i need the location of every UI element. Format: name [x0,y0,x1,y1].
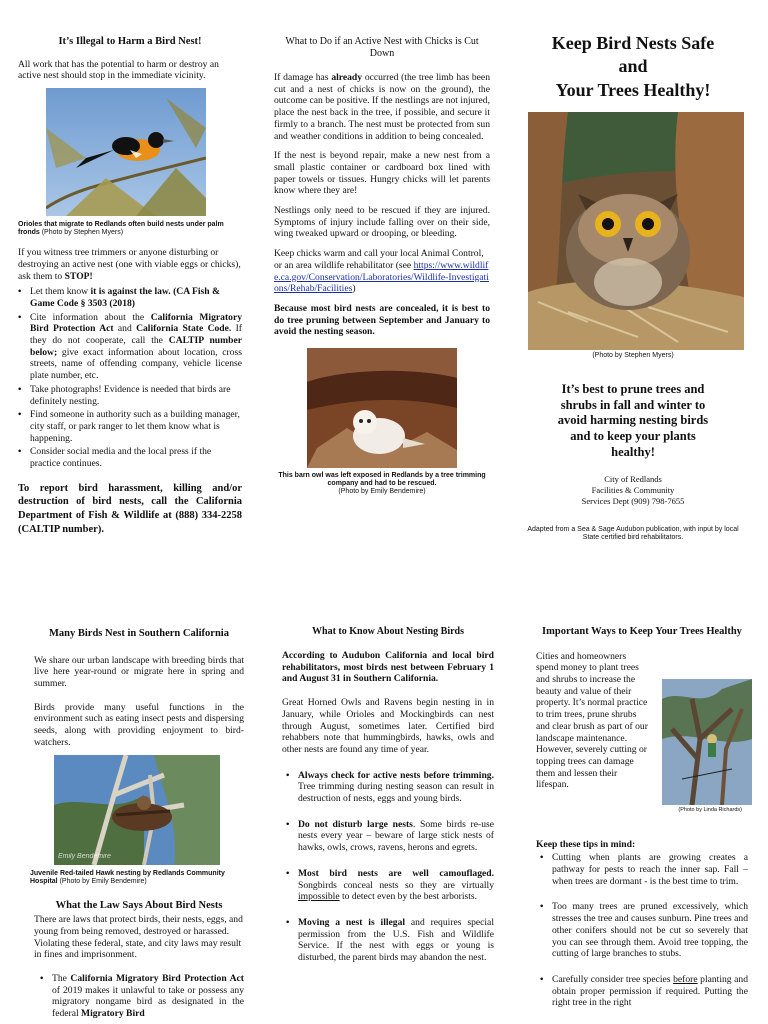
panel-heading: Many Birds Nest in Southern California [49,628,229,639]
caption-bold: This barn owl was left exposed in Redlands by a tree trimming company and had to be rescued. [278,472,486,488]
list-item: • Cutting when plants are growing creates a pathway for pests to reach the inner sap. Fall – when trees are dormant - is the best time to trim. [540,852,748,887]
witness-body: If you witness tree trimmers or anyone disturbing or destroying an active nest (one with viable eggs or chicks), ask them to [18,247,241,282]
witness-text [18,247,242,282]
title-line: and [618,56,648,77]
intro-text: All work that has the potential to harm or destroy an active nest should stop in the immediate vicinity. [18,58,219,82]
list-item: • Take photographs! Evidence is needed that birds are definitely nesting. [18,384,242,407]
witness-actions-list [18,286,242,470]
rehab-facilities-link[interactable]: https://www.wildlife.ca.gov/Conservation/Laboratories/Wildlife-Investigations/Rehab/Facilities [274,259,489,295]
paragraph: Birds provide many useful functions in the environment such as eating insect pests and dispersing seeds, along with providing enjoyment to bird-watchers. [34,701,244,748]
oriole-illustration [46,88,206,216]
panel-heading: It’s Illegal to Harm a Bird Nest! [58,36,202,47]
law-paragraph: There are laws that protect birds, their nests, eggs, and young from being removed, destroyed or harassed. Violating these federal, state, and city laws may result in fines and imprisonment. [34,914,243,961]
oriole-photo [46,88,206,216]
paragraph: We share our urban landscape with breeding birds that live here year-round or migrate here in spring and summer. [34,654,244,689]
trimmer-photo-credit: (Photo by Linda Richards) [678,806,742,813]
list-item: • The California Migratory Bird Protection Act of 2019 makes it unlawful to take or possess any migratory nongame bird as designated in the federal Migratory Bird [40,973,244,1020]
list-item: • Moving a nest is illegal and requires special permission from the U.S. Fish and Wildlife Service. If the nest with eggs or young is disturbed, the parent birds may abandon the nest. [286,917,494,964]
owl-photo-credit: (Photo by Stephen Myers) [592,352,674,360]
list-item: • Carefully consider tree species before planting and obtain proper permission if required. Putting the right tree in the right [540,974,748,1009]
list-item: • Let them know it is against the law. (CA Fish & Game Code § 3503 (2018) [18,286,242,309]
panel-heading: Important Ways to Keep Your Trees Healthy [542,626,742,637]
intro-with-photo [536,651,748,811]
tips-heading: Keep these tips in mind: [536,838,636,850]
intro-text: Cities and homeowners spend money to plant trees and shrubs to increase the beauty and value of their property. It’s normal practice to trim trees, prune shrubs and clear brush as part of our landscape maintenance. However, severely cutting or topping trees can damage them and lessen their lifespan. [536,650,648,791]
hawk-nest-photo [54,755,220,865]
barn-owl-photo [307,348,457,468]
title-line: Your Trees Healthy! [555,79,711,100]
tree-tips-list [536,852,748,1009]
oriole-caption [18,221,242,237]
great-horned-owl-photo [528,112,744,350]
caption-bold: Juvenile Red-tailed Hawk nesting by Redlands Community Hospital [30,869,225,885]
list-item: • Most bird nests are well camouflaged. Songbirds conceal nests so they are virtually impossible to detect even by the best arborists. [286,868,494,903]
paragraph: Keep chicks warm and call your local Animal Control, or an area wildlife rehabilitator (see https://www.wildlife.ca.gov/Conservation/Laboratories/Wildlife-Investigations/Rehab/Facilities) [274,248,489,295]
barn-owl-illustration [307,348,457,468]
list-item: • Find someone in authority such as a building manager, city staff, or park ranger to let them know what is happening. [18,409,242,444]
barn-owl-caption [274,472,490,496]
department-phone: Services Dept (909) 798-7655 [581,495,685,506]
photo-watermark: Emily Bendemire [58,853,111,861]
prune-message: It’s best to prune trees and shrubs in fall and winter to avoid harming nesting birds and to keep your plants healthy! [557,382,709,459]
title-line: Keep Bird Nests Safe [551,33,715,53]
nesting-tips-list [282,770,494,964]
witness-stop: STOP! [64,270,93,282]
hawk-nest-illustration [54,755,220,865]
great-horned-owl-illustration [528,112,744,350]
caption-bold: Orioles that migrate to Redlands often build nests under palm fronds [18,221,224,237]
caption-credit: (Photo by Stephen Myers) [39,229,124,237]
report-caltip-text: To report bird harassment, killing and/or destruction of bird nests, call the California Department of Fish & Wildlife at (888) 334-2258 (CALTIP number). [18,482,242,535]
city-name: City of Redlands [604,474,662,485]
department-name: Facilities & Community [591,484,675,495]
caption-credit: (Photo by Emily Bendemire) [57,877,147,885]
paragraph: Nestlings only need to be rescued if they are injured. Symptoms of injury include falling over on their side, wing tweaked upward or drooping, or bleeding. [274,205,490,240]
panel-heading: What to Do if an Active Nest with Chicks is Cut Down [285,36,479,59]
law-heading: What the Law Says About Bird Nests [55,899,223,911]
hawk-caption [30,870,244,886]
list-item: • Do not disturb large nests. Some birds re-use nests every year – beware of large stick nests of hawks, owls, crows, ravens, herons and egrets. [286,819,494,854]
pruning-note: Because most bird nests are concealed, it is best to do tree pruning between September and January to avoid the nesting season. [274,302,490,338]
law-list [34,973,244,1020]
caption-credit: (Photo by Emily Bendemire) [338,488,426,496]
cover-title [522,32,744,102]
list-item: • Cite information about the California Migratory Bird Protection Act and California State Code. If they do not cooperate, call the CALTIP number below; give exact information about location, cross streets, name of offending company, vehicle license plate number, etc. [18,312,242,382]
list-item: • Always check for active nests before trimming. Tree trimming during nesting season can result in destruction of nests, eggs and young birds. [286,770,494,805]
audubon-intro: According to Audubon California and local bird rehabilitators, most birds nest between February 1 and August 31 in Southern California. [282,650,494,685]
panel-illegal-to-harm [18,36,242,536]
panel-trees-healthy [536,626,748,1011]
paragraph: If damage has already occurred (the tree limb has been cut and a nest of chicks is now on the ground), the outcome can be positive. If the nestlings are not injured, place the nest back in the tree, if possible, and secure it firmly to a branch. The nest must be protected from sun and weather conditions in addition to being concealed. [274,72,490,142]
adapted-credit: Adapted from a Sea & Sage Audubon publication, with input by local State certified bird rehabilitators. [527,526,739,542]
panel-what-to-know [282,626,494,966]
panel-many-birds-nest [30,628,244,1022]
paragraph: If the nest is beyond repair, make a new nest from a small plastic container or cardboard box lined with paper towels or tissues. Hungry chicks will let parents know where they are! [274,150,490,197]
list-item: • Consider social media and the local press if the practice continues. [18,446,242,469]
panel-nest-cut-down [274,36,490,496]
intro-paragraph [536,651,748,791]
panel-heading: What to Know About Nesting Birds [312,626,464,637]
paragraph: Great Horned Owls and Ravens begin nesting in in January, while Orioles and Mockingbirds can nest through August, sometimes later. Certified bird rehabbers note that hummingbirds, hawks, owls and other nests are found any time of year. [282,697,494,755]
city-contact [522,474,744,506]
list-item: • Too many trees are pruned excessively, which stresses the tree and causes sunburn. Pine trees and other conifers should not be cut so severely that you can see through them. Avoid tree topping, the cutting of large branches to stubs. [540,901,748,960]
panel-cover [522,32,744,542]
